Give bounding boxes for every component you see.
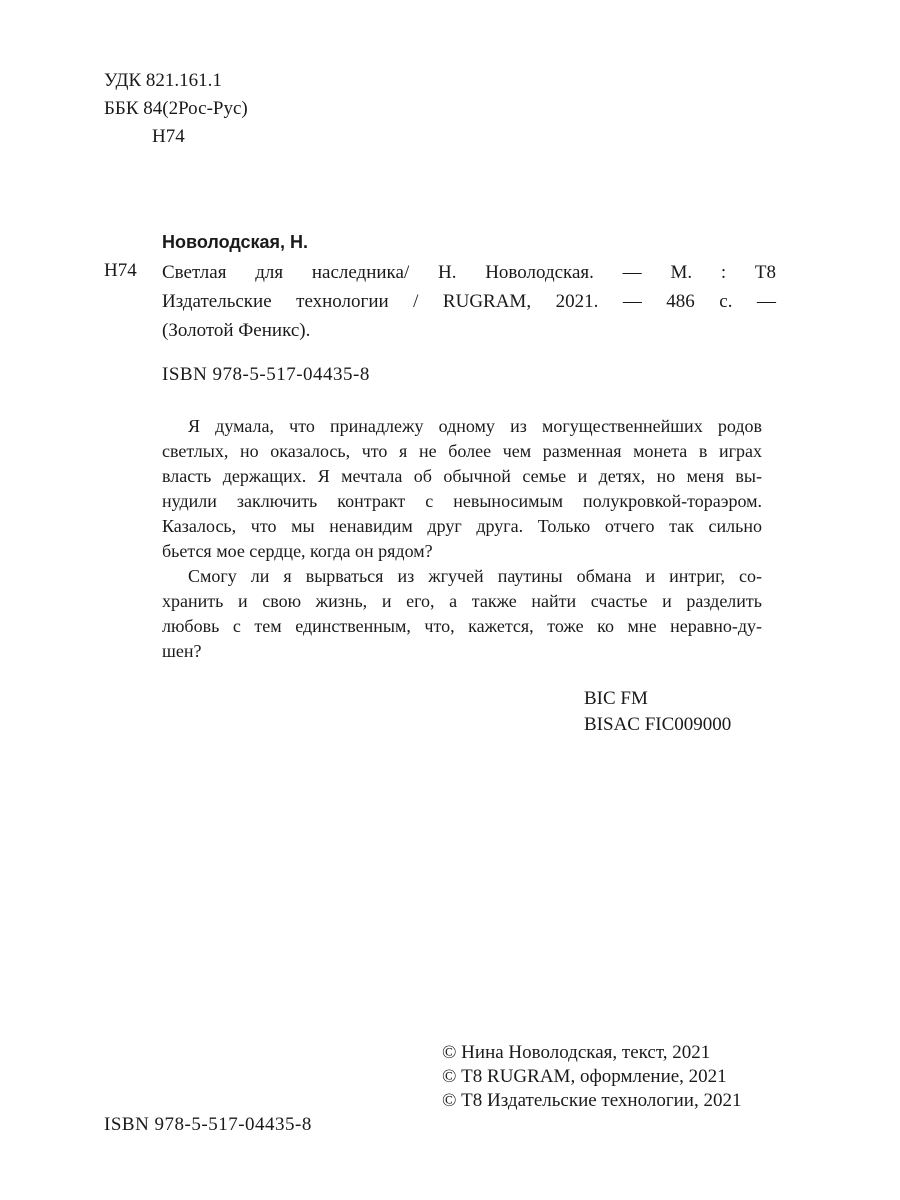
bisac-code: BISAC FIC009000 (584, 714, 732, 735)
bic-code: BIC FM (584, 688, 648, 709)
annotation-line: власть держащих. Я мечтала об обычной семье и детях, но меня вы- (162, 466, 762, 486)
annotation-line: любовь с тем единственным, что, кажется, тоже ко мне неравно-ду- (162, 616, 762, 636)
isbn-footer: ISBN 978-5-517-04435-8 (104, 1114, 312, 1135)
udk-code: УДК 821.161.1 (104, 70, 222, 91)
author-mark-top: Н74 (152, 126, 185, 147)
bibliographic-line: (Золотой Феникс). (162, 320, 311, 341)
annotation-line: светлых, но оказалось, что я не более чем разменная монета в играх (162, 441, 762, 461)
author-mark-side: Н74 (104, 260, 137, 281)
copyright-line: © Т8 RUGRAM, оформление, 2021 (442, 1066, 727, 1087)
annotation-line: шен? (162, 641, 202, 661)
annotation-line: хранить и свою жизнь, и его, а также найти счастье и разделить (162, 591, 762, 611)
annotation-line: Казалось, что мы ненавидим друг друга. Только отчего так сильно (162, 516, 762, 536)
annotation-line: Смогу ли я вырваться из жгучей паутины обмана и интриг, со- (188, 566, 762, 586)
bbk-code: ББК 84(2Рос-Рус) (104, 98, 248, 119)
annotation-line: бьется мое сердце, когда он рядом? (162, 541, 433, 561)
bibliographic-line: Светлая для наследника/ Н. Новолодская. — М. : Т8 (162, 262, 776, 283)
bibliographic-line: Издательские технологии / RUGRAM, 2021. — 486 с. — (162, 291, 776, 312)
author-name: Новолодская, Н. (162, 232, 309, 252)
annotation-line: нудили заключить контракт с невыносимым полукровкой-тораэром. (162, 491, 762, 511)
copyright-line: © Нина Новолодская, текст, 2021 (442, 1042, 711, 1063)
annotation-line: Я думала, что принадлежу одному из могущественнейших родов (188, 416, 762, 436)
copyright-line: © Т8 Издательские технологии, 2021 (442, 1090, 742, 1111)
isbn-main: ISBN 978-5-517-04435-8 (162, 364, 370, 385)
